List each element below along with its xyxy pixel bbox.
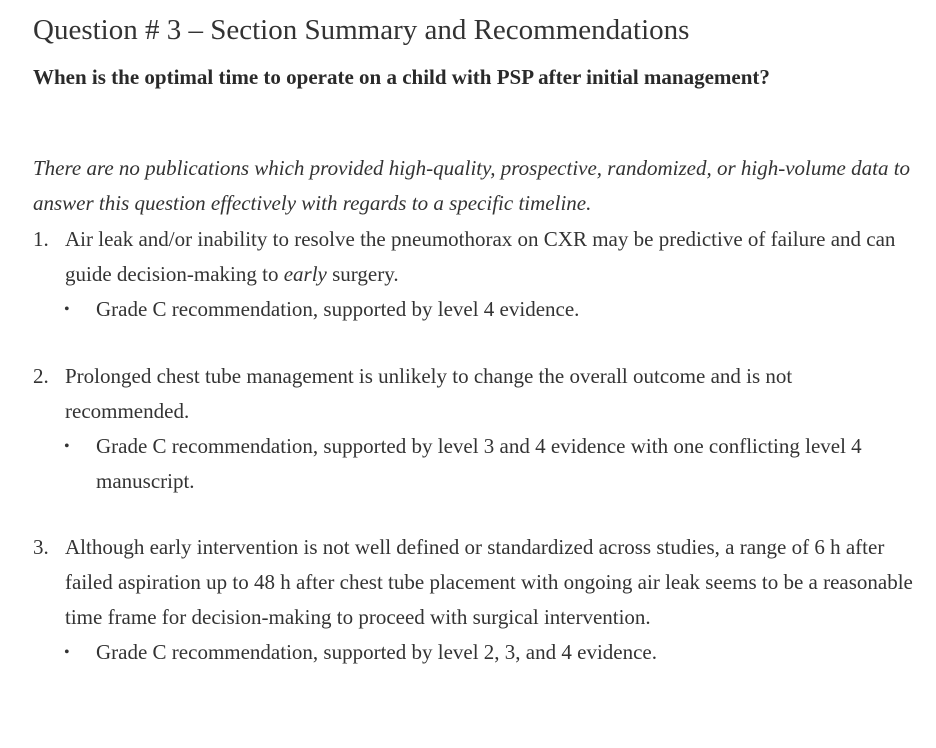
item-text: Air leak and/or inability to resolve the pneumothorax on CXR may be predictive of failure and can guide decision-making to early surgery.: [65, 227, 896, 286]
item-sub-bullet: [64, 292, 913, 327]
item-sub-bullet: [64, 635, 913, 670]
question-heading: When is the optimal time to operate on a child with PSP after initial management?: [33, 65, 770, 89]
grade-recommendation: Grade C recommendation, supported by level 4 evidence.: [96, 297, 580, 321]
page-title: Question # 3 – Section Summary and Recommendations: [33, 14, 690, 46]
recommendation-item-1: [33, 222, 913, 327]
item-text: Prolonged chest tube management is unlikely to change the overall outcome and is not recommended.: [65, 364, 793, 423]
recommendation-item-3: [33, 530, 913, 670]
recommendation-item-2: [33, 359, 913, 499]
emphasis-early: early: [283, 262, 327, 286]
bullet-icon: •: [64, 438, 70, 455]
item-text: Although early intervention is not well defined or standardized across studies, a range of 6 h after failed aspiration up to 48 h after chest tube placement with ongoing air leak seems to be a reasonable time frame for decision-making to proceed with surgical intervention.: [65, 535, 913, 629]
grade-recommendation: Grade C recommendation, supported by level 3 and 4 evidence with one conflicting level 4 manuscript.: [96, 434, 862, 493]
bullet-icon: •: [64, 301, 70, 318]
bullet-icon: •: [64, 644, 70, 661]
item-number: 2.: [33, 364, 49, 388]
item-number: 3.: [33, 535, 49, 559]
grade-recommendation: Grade C recommendation, supported by level 2, 3, and 4 evidence.: [96, 640, 657, 664]
item-number: 1.: [33, 227, 49, 251]
item-sub-bullet: [64, 429, 913, 499]
intro-paragraph: There are no publications which provided high-quality, prospective, randomized, or high-volume data to answer this question effectively with regards to a specific timeline.: [33, 156, 911, 215]
